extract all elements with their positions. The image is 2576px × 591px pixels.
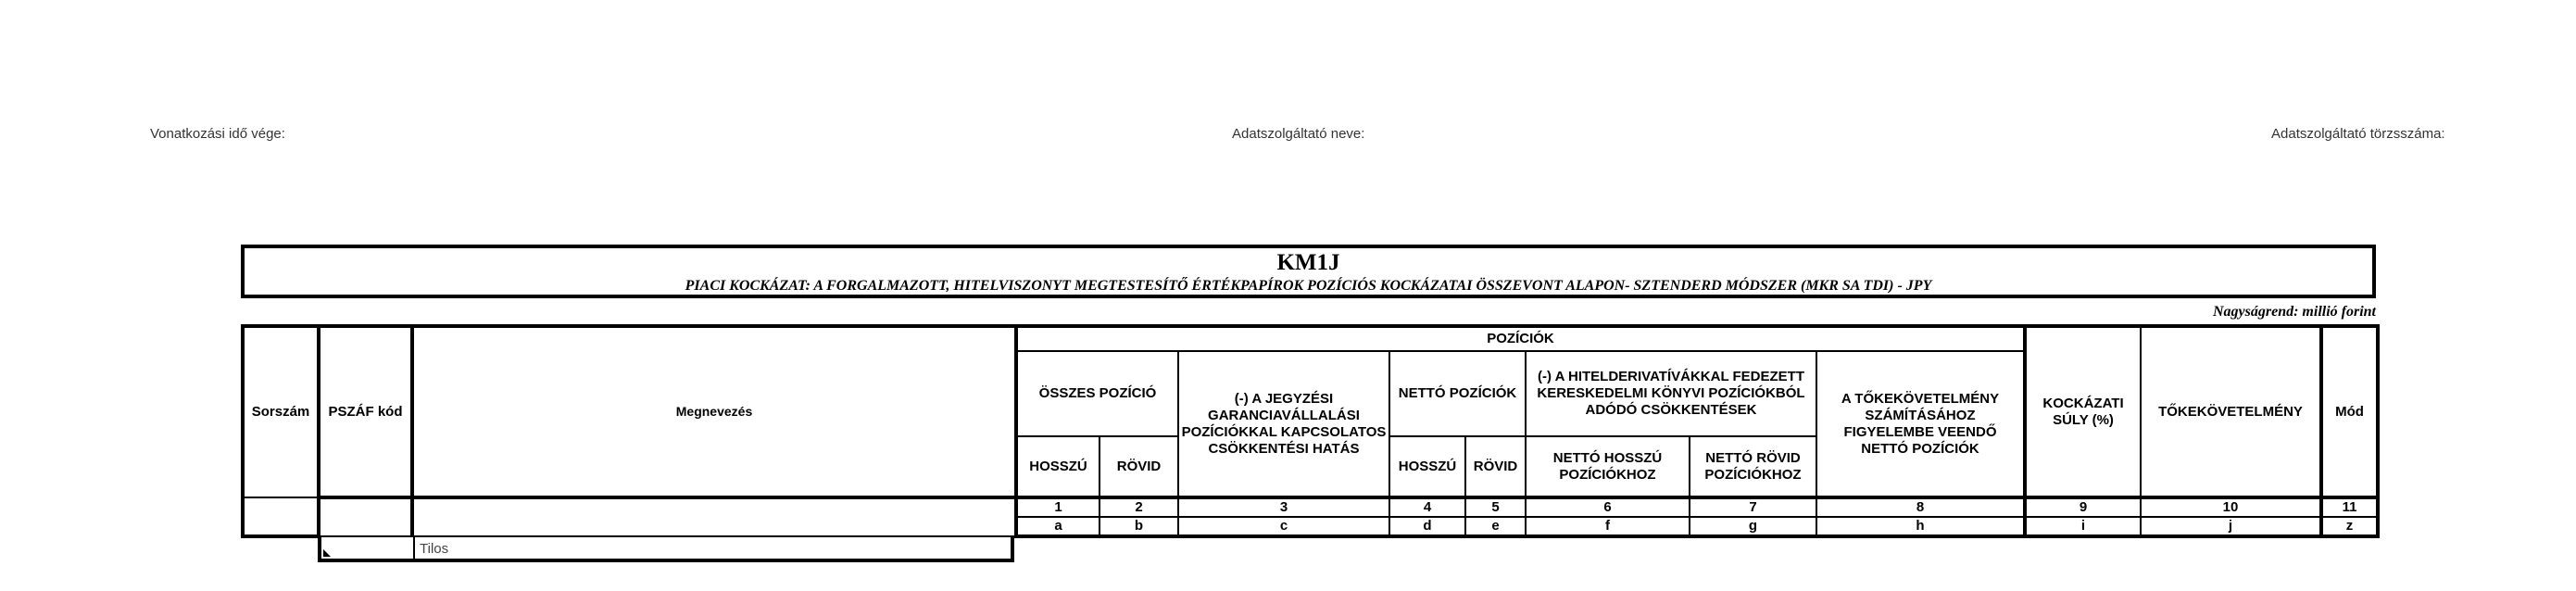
sorszam-empty — [243, 497, 319, 536]
header-osszes-pozicio: ÖSSZES POZÍCIÓ — [1016, 351, 1178, 436]
col-number: 4 — [1389, 497, 1465, 517]
tilos-row — [318, 537, 1014, 562]
report-table — [241, 324, 2376, 537]
tilos-pszaf-cell — [321, 537, 415, 559]
header-hitelderivativ: (-) A HITELDERIVATÍVÁKKAL FEDEZETT KERESKEDELMI KÖNYVI POZÍCIÓKBÓL ADÓDÓ CSÖKKENTÉSEK — [1526, 351, 1816, 436]
header-mod: Mód — [2321, 326, 2378, 497]
provider-name-label: Adatszolgáltató neve: — [1232, 126, 1365, 142]
header-netto-poziciok: NETTÓ POZÍCIÓK — [1389, 351, 1526, 436]
form-code: KM1J — [1276, 250, 1340, 275]
col-letter: i — [2025, 517, 2141, 536]
header-tokekovetelmeny-netto: A TŐKEKÖVETELMÉNY SZÁMÍTÁSÁHOZ FIGYELEMBE VEENDŐ NETTÓ POZÍCIÓK — [1816, 351, 2025, 497]
col-letter: a — [1016, 517, 1100, 536]
col-letter: j — [2141, 517, 2321, 536]
header-netto-rovid-poziciokhoz: NETTÓ RÖVID POZÍCIÓKHOZ — [1690, 436, 1816, 497]
provider-id-label: Adatszolgáltató törzsszáma: — [2271, 126, 2445, 142]
header-pszaf-kod: PSZÁF kód — [319, 326, 412, 497]
period-end-label: Vonatkozási idő vége: — [150, 126, 285, 142]
corner-triangle-icon — [323, 549, 331, 557]
header-jegyzesi: (-) A JEGYZÉSI GARANCIAVÁLLALÁSI POZÍCIÓKKAL KAPCSOLATOS CSÖKKENTÉSI HATÁS — [1178, 351, 1389, 497]
col-number: 1 — [1016, 497, 1100, 517]
form-title: PIACI KOCKÁZAT: A FORGALMAZOTT, HITELVISZONYT MEGTESTESÍTŐ ÉRTÉKPAPÍROK POZÍCIÓS KOCKÁZATAI ÖSSZEVONT ALAPON- SZTENDERD MÓDSZER (MKR SA TDI) - JPY — [685, 278, 1932, 294]
megnevezes-empty — [412, 497, 1016, 536]
header-kockazati-suly: KOCKÁZATI SÚLY (%) — [2025, 326, 2141, 497]
unit-label: Nagyságrend: millió forint — [2212, 304, 2376, 320]
header-netto-rovid: RÖVID — [1465, 436, 1526, 497]
header-tokekovetelmeny: TŐKEKÖVETELMÉNY — [2141, 326, 2321, 497]
col-number: 6 — [1526, 497, 1690, 517]
pszaf-empty — [319, 497, 412, 536]
header-osszes-hosszu: HOSSZÚ — [1016, 436, 1100, 497]
col-number: 11 — [2321, 497, 2378, 517]
header-netto-hosszu-poziciokhoz: NETTÓ HOSSZÚ POZÍCIÓKHOZ — [1526, 436, 1690, 497]
col-letter: f — [1526, 517, 1690, 536]
header-osszes-rovid: RÖVID — [1100, 436, 1178, 497]
tilos-label: Tilos — [420, 541, 449, 557]
header-poziciok: POZÍCIÓK — [1016, 326, 2025, 351]
header-megnevezes: Megnevezés — [412, 326, 1016, 497]
form-title-box — [241, 245, 2376, 298]
col-letter: z — [2321, 517, 2378, 536]
col-number: 5 — [1465, 497, 1526, 517]
col-letter: c — [1178, 517, 1389, 536]
header-netto-hosszu: HOSSZÚ — [1389, 436, 1465, 497]
header-sorszam: Sorszám — [243, 326, 319, 497]
col-number: 2 — [1100, 497, 1178, 517]
col-number: 8 — [1816, 497, 2025, 517]
col-letter: h — [1816, 517, 2025, 536]
col-letter: d — [1389, 517, 1465, 536]
col-number: 7 — [1690, 497, 1816, 517]
col-letter: g — [1690, 517, 1816, 536]
col-number: 9 — [2025, 497, 2141, 517]
col-number: 10 — [2141, 497, 2321, 517]
col-letter: e — [1465, 517, 1526, 536]
col-number: 3 — [1178, 497, 1389, 517]
col-letter: b — [1100, 517, 1178, 536]
